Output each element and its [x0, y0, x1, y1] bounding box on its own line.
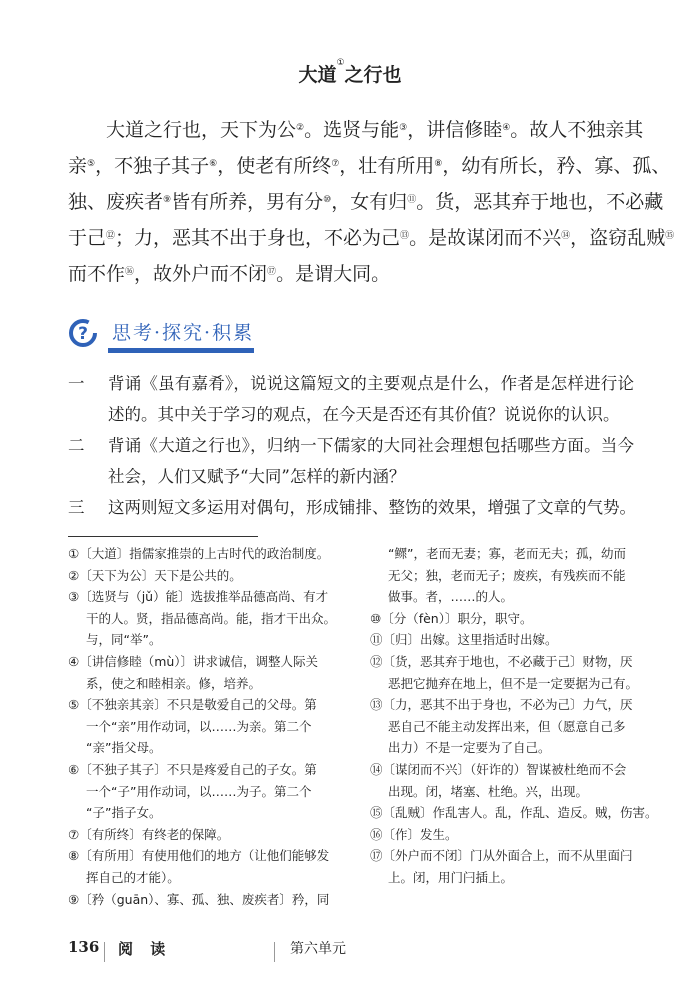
footnote-line: ⑤〔不独亲其亲〕不只是敬爱自己的父母。第	[68, 697, 317, 713]
footnote-line: “鳏”，老而无妻；寡，老而无夫；孤，幼而	[388, 546, 626, 561]
section-title: 思考·探究·积累	[112, 322, 255, 344]
footnote-line: ⑭〔谋闭而不兴〕（奸诈的）智谋被杜绝而不会	[370, 761, 627, 777]
footnote-line: ⑨〔矜（guān）、寡、孤、独、废疾者〕矜，同	[68, 891, 330, 907]
footnote-line: ③〔选贤与（jǔ）能〕选拔推举品德高尚、有才	[68, 589, 329, 605]
text-segment: ，讲信修睦	[407, 119, 503, 141]
text-segment: 。故人不独亲其	[510, 119, 644, 141]
footnote-ref[interactable]: ①	[336, 58, 345, 68]
footnote-line: 干的人。贤，指品德高尚。能，指才干出众。	[86, 610, 337, 626]
question-number: 二	[68, 436, 85, 455]
footnote-line: “亲”指父母。	[86, 740, 162, 756]
page-number: 136	[68, 938, 100, 956]
questions-list	[68, 368, 634, 523]
text-line	[68, 148, 671, 184]
footnote-line: ⑩〔分（fèn）〕职分，职守。	[370, 610, 533, 626]
svg-text:?: ?	[78, 324, 88, 344]
title-text: 大道	[298, 64, 337, 86]
page-footer	[68, 936, 468, 966]
poem-title	[0, 60, 700, 87]
footnote-ref[interactable]: ⑤	[87, 159, 96, 169]
main-text	[68, 112, 675, 292]
footnote-ref[interactable]: ⑨	[163, 195, 172, 205]
text-segment: ，故外户而不闭	[134, 263, 268, 285]
text-segment: ，壮有所用	[339, 155, 435, 177]
text-segment: 皆有所养，男有分	[171, 191, 324, 213]
text-segment: 独、废疾者	[68, 191, 164, 213]
footnote-line: 一个“子”用作动词，以……为子。第二个	[86, 783, 312, 799]
footnote-line: ⑧〔有所用〕有使用他们的地方（让他们能够发	[68, 848, 330, 864]
footnote-ref[interactable]: ⑬	[400, 231, 410, 241]
divider	[274, 942, 275, 962]
footnote-line: ⑫〔货，恶其弃于地也，不必藏于己〕财物，厌	[370, 653, 633, 669]
footnote-line: 出力）不是一定要为了自己。	[388, 740, 551, 756]
question-line: 这两则短文多运用对偶句，形成铺排、整饬的效果，增强了文章的气势。	[108, 498, 636, 517]
text-segment: 。选贤与能	[304, 119, 400, 141]
footnote-line: ④〔讲信修睦（mù）〕讲求诚信，调整人际关	[68, 653, 319, 669]
footnote-line: ⑪〔归〕出嫁。这里指适时出嫁。	[370, 632, 558, 648]
text-segment: ；力，恶其不出于身也，不必为己	[115, 227, 401, 249]
footnote-line: 做事。者，……的人。	[388, 589, 514, 605]
question-item	[68, 368, 634, 430]
footnote-ref[interactable]: ②	[296, 123, 305, 133]
footnote-line: ②〔天下为公〕天下是公共的。	[68, 567, 242, 583]
question-item	[68, 430, 634, 492]
text-line	[68, 220, 675, 256]
text-segment: ，盗窃乱贼	[570, 227, 666, 249]
text-segment: ，幼有所长，矜、寡、孤、	[442, 155, 671, 177]
footnote-ref[interactable]: ⑭	[561, 231, 571, 241]
footnote-divider	[68, 536, 258, 537]
footnote-line: ⑰〔外户而不闭〕门从外面合上，而不从里面闩	[370, 848, 633, 864]
footnote-ref[interactable]: ⑧	[434, 159, 443, 169]
footnote-line: 无父；独，老而无子；废疾，有残疾而不能	[388, 567, 626, 583]
question-line: 背诵《大道之行也》，归纳一下儒家的大同社会理想包括哪些方面。当今	[108, 436, 634, 455]
footnote-line: 系，使之和睦相亲。修，培养。	[86, 675, 262, 691]
footnote-line: ⑯〔作〕发生。	[370, 826, 458, 842]
text-segment: 。货，恶其弃于地也，不必藏	[416, 191, 664, 213]
footnote-ref[interactable]: ⑥	[209, 159, 218, 169]
text-segment: 而不作	[68, 263, 126, 285]
question-line: 背诵《虽有嘉肴》，说说这篇短文的主要观点是什么，作者是怎样进行论	[108, 374, 634, 393]
text-line	[68, 112, 644, 148]
text-segment: ，不独子其子	[95, 155, 210, 177]
footnote-line: ⑮〔乱贼〕作乱害人。乱，作乱、造反。贼，伤害。	[370, 805, 658, 821]
footnote-line: ⑬〔力，恶其不出于身也，不必为己〕力气，厌	[370, 697, 633, 713]
footnote-ref[interactable]: ⑯	[125, 267, 135, 277]
question-item	[68, 492, 634, 523]
text-line	[68, 184, 664, 220]
footnote-line: 一个“亲”用作动词，以……为亲。第二个	[86, 718, 312, 734]
text-segment: ，使老有所终	[217, 155, 332, 177]
footnote-line: “子”指子女。	[86, 805, 162, 821]
footnote-ref[interactable]: ⑫	[106, 231, 116, 241]
footnote-line: ⑥〔不独子其子〕不只是疼爱自己的子女。第	[68, 761, 317, 777]
text-segment: 。是故谋闭而不兴	[409, 227, 562, 249]
section-label: 阅 读	[118, 940, 172, 958]
text-segment: 大道之行也，天下为公	[106, 119, 297, 141]
footnote-line: 恶自己不能主动发挥出来，但（愿意自己多	[388, 718, 626, 734]
footnote-ref[interactable]: ③	[399, 123, 408, 133]
text-segment: 亲	[68, 155, 88, 177]
footnote-line: 上。闭，用门闩插上。	[388, 869, 514, 885]
question-icon	[68, 318, 98, 348]
footnotes-left	[68, 543, 336, 910]
footnote-line: 与，同“举”。	[86, 632, 162, 648]
unit-label: 第六单元	[290, 941, 346, 957]
question-number: 一	[68, 374, 85, 393]
footnote-ref[interactable]: ⑰	[267, 267, 277, 277]
footnote-ref[interactable]: ④	[502, 123, 511, 133]
footnote-line: ①〔大道〕指儒家推崇的上古时代的政治制度。	[68, 546, 330, 561]
divider	[104, 942, 105, 962]
footnote-ref[interactable]: ⑪	[407, 195, 417, 205]
text-segment: 。是谓大同。	[276, 263, 391, 285]
footnote-ref[interactable]: ⑦	[331, 159, 340, 169]
text-segment: 于己	[68, 227, 107, 249]
footnote-ref[interactable]: ⑩	[323, 195, 332, 205]
footnote-line: 恶把它抛弃在地上，但不是一定要据为己有。	[388, 675, 639, 691]
question-line: 社会，人们又赋予“大同”怎样的新内涵？	[108, 467, 406, 486]
section-underline	[108, 348, 254, 353]
text-line	[68, 256, 634, 292]
footnotes-right	[370, 543, 658, 889]
footnote-line: 挥自己的才能）。	[86, 869, 180, 885]
footnote-ref[interactable]: ⑮	[665, 231, 675, 241]
question-line: 述的。其中关于学习的观点，在今天是否还有其价值？说说你的认识。	[108, 405, 620, 424]
title-text: 之行也	[344, 64, 402, 86]
text-segment: ，女有归	[331, 191, 408, 213]
footnote-line: 出现。闭，堵塞、杜绝。兴，出现。	[388, 783, 589, 799]
footnote-line: ⑦〔有所终〕有终老的保障。	[68, 826, 230, 842]
question-number: 三	[68, 498, 85, 517]
